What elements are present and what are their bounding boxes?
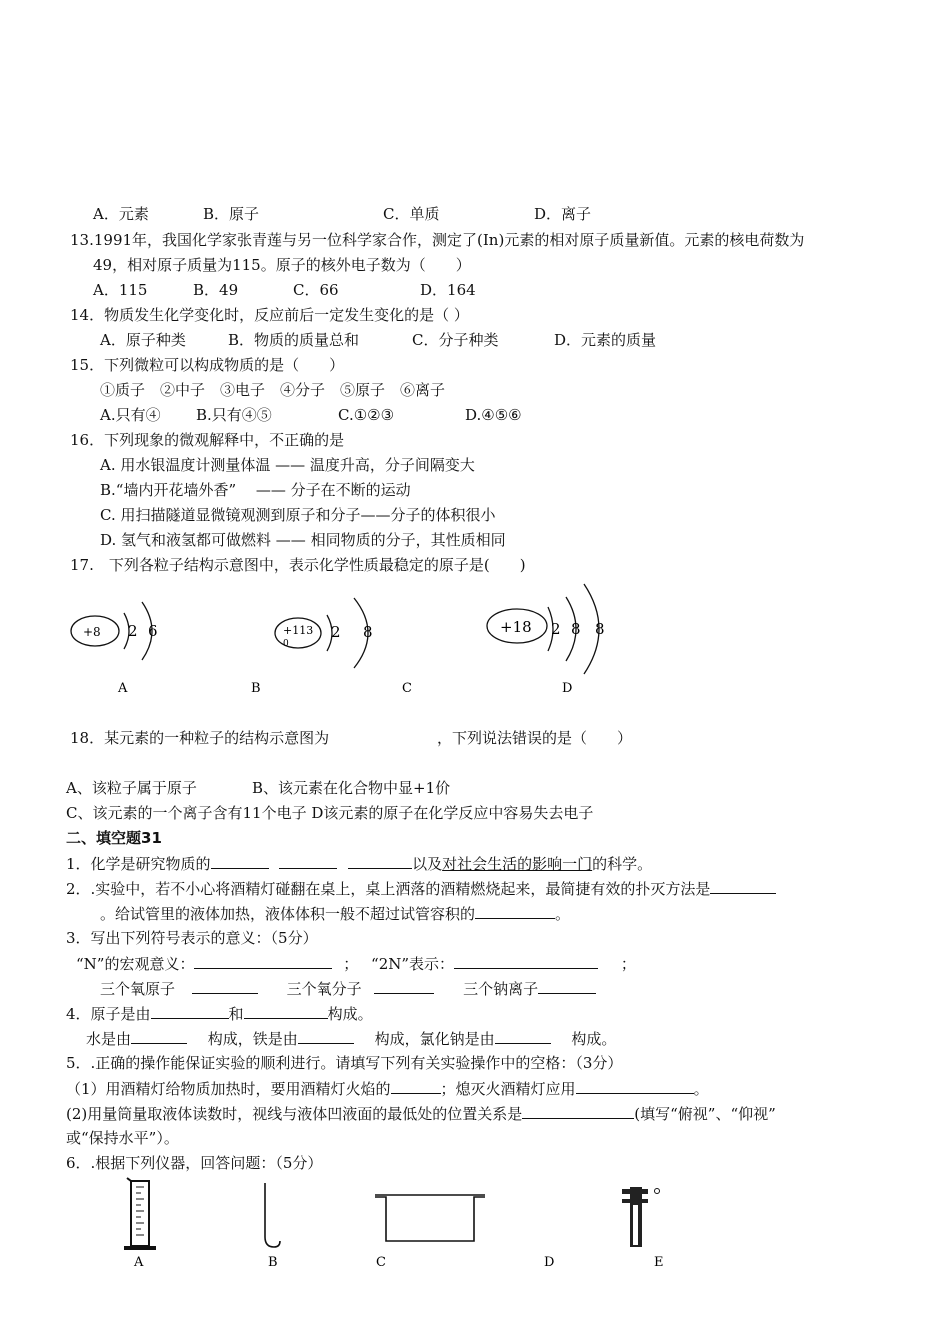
q12-option-b: B．原子 <box>203 205 260 223</box>
q15-stem: 15．下列微粒可以构成物质的是（ ） <box>70 356 345 374</box>
instrument-label-c: C <box>376 1255 386 1270</box>
fill-1-blank-1[interactable] <box>211 853 269 869</box>
fill-2-b: 。给试管里的液体加热，液体体积一般不超过试管容积的 <box>100 905 476 923</box>
q13-stem-line1: 13.1991年，我国化学家张青莲与另一位科学家合作，测定了(In)元素的相对原子质量新值。元素的核电荷数为 <box>70 231 805 249</box>
atom-diagram-a <box>71 602 158 696</box>
fill-3-line2 <box>100 978 596 999</box>
shell-b-2: 8 <box>363 623 373 641</box>
fill-3-na3: 三个钠离子 <box>463 980 539 998</box>
fill-4-blank-water[interactable] <box>131 1028 187 1044</box>
fill-3-blank-n[interactable] <box>194 953 332 969</box>
q16-option-a: A. 用水银温度计测量体温 —— 温度升高，分子间隔变大 <box>100 456 475 474</box>
lab-instruments <box>0 1175 950 1275</box>
fill-5-f: 或“保持水平”）。 <box>66 1129 179 1147</box>
fill-3-stem: 3．写出下列符号表示的意义：（5分） <box>66 929 318 947</box>
instrument-label-e: E <box>654 1255 664 1270</box>
q15-option-a: A.只有④ <box>100 406 161 424</box>
q18-option-d: D该元素的原子在化学反应中容易失去电子 <box>311 804 594 822</box>
instrument-label-a: A <box>134 1255 144 1270</box>
q13-option-b: B．49 <box>193 281 239 299</box>
nucleus-b: +113 <box>283 624 314 637</box>
shell-d-3: 8 <box>595 620 605 638</box>
fill-5-blank-3[interactable] <box>522 1103 634 1119</box>
fill-4-water: 水是由 <box>86 1030 132 1048</box>
clamp-icon <box>622 1187 664 1270</box>
fill-3-sep: ； <box>343 955 359 973</box>
shell-d-1: 2 <box>551 620 561 638</box>
spoon-icon <box>265 1183 280 1270</box>
fill-1-d: 的科学。 <box>592 855 653 873</box>
fill-5-c: 。 <box>693 1080 709 1098</box>
fill-3-2n: “2N”表示： <box>371 955 455 973</box>
label-a: A <box>118 681 128 696</box>
fill-5-blank-2[interactable] <box>576 1078 694 1094</box>
q13-stem-line2: 49，相对原子质量为115。原子的核外电子数为（ ） <box>93 256 471 274</box>
q14-option-b: B．物质的质量总和 <box>228 331 360 349</box>
shell-b-1: 2 <box>331 623 341 641</box>
fill-2-a: 2．.实验中，若不小心将酒精灯碰翻在桌上，桌上洒落的酒精燃烧起来，最简捷有效的扑灭方法是 <box>66 880 711 898</box>
instrument-label-d: D <box>544 1255 555 1270</box>
fill-4-b: 和 <box>228 1005 244 1023</box>
q12-option-a: A．元素 <box>93 205 149 223</box>
fill-5-line2 <box>66 1103 776 1124</box>
q15-option-b: B.只有④⑤ <box>196 406 272 424</box>
fill-4-blank-1[interactable] <box>151 1003 229 1019</box>
fill-4-line1 <box>66 1003 373 1024</box>
q14-option-c: C．分子种类 <box>412 331 499 349</box>
fill-4-blank-2[interactable] <box>244 1003 328 1019</box>
fill-3-line1 <box>76 953 636 974</box>
fill-5-e: (填写“俯视”、“仰视” <box>634 1105 776 1123</box>
q18-stem-b: ，下列说法错误的是（ ） <box>437 729 633 747</box>
fill-3-end: ； <box>620 955 636 973</box>
q14-stem: 14．物质发生化学变化时，反应前后一定发生变化的是（ ） <box>70 306 469 324</box>
fill-4-water-end: 构成，铁是由 <box>207 1030 298 1048</box>
q18-option-b: B、该元素在化合物中显+1价 <box>252 779 451 797</box>
shell-a-2: 6 <box>148 622 158 640</box>
fill-2-line1 <box>66 878 776 899</box>
instrument-label-b: B <box>268 1255 278 1270</box>
label-d: D <box>562 681 573 696</box>
graduated-cylinder-icon <box>124 1178 156 1270</box>
fill-6-stem: 6．.根据下列仪器，回答问题：（5分） <box>66 1154 323 1172</box>
atom-diagram-b <box>251 598 373 696</box>
shell-a-1: 2 <box>128 622 138 640</box>
q18-stem-a: 18．某元素的一种粒子的结构示意图为 <box>70 729 330 747</box>
fill-2-c: 。 <box>555 905 571 923</box>
fill-1-b: 以及 <box>412 855 443 873</box>
fill-5-line1 <box>66 1078 709 1099</box>
fill-5-b: ；熄灭火酒精灯应用 <box>440 1080 576 1098</box>
fill-4-a: 4．原子是由 <box>66 1005 151 1023</box>
label-b: B <box>251 681 261 696</box>
fill-3-n-macro: “N”的宏观意义： <box>76 955 195 973</box>
fill-2-blank-2[interactable] <box>475 903 555 919</box>
fill-4-c: 构成。 <box>327 1005 373 1023</box>
q18-option-a: A、该粒子属于原子 <box>66 779 197 797</box>
section-2-title: 二、填空题31 <box>66 829 162 847</box>
fill-4-blank-nacl[interactable] <box>495 1028 551 1044</box>
q15-items: ①质子 ②中子 ③电子 ④分子 ⑤原子 ⑥离子 <box>100 381 446 399</box>
fill-3-blank-o3[interactable] <box>192 978 258 994</box>
fill-4-nacl-end: 构成。 <box>571 1030 617 1048</box>
fill-5-blank-1[interactable] <box>391 1078 441 1094</box>
fill-3-blank-na3[interactable] <box>538 978 596 994</box>
fill-1-blank-2[interactable] <box>279 853 337 869</box>
q18-options-cd <box>66 803 593 823</box>
q15-option-d: D.④⑤⑥ <box>465 406 522 424</box>
fill-1 <box>66 853 652 874</box>
q17-atom-diagrams <box>0 580 950 700</box>
fill-5-a: （1）用酒精灯给物质加热时，要用酒精灯火焰的 <box>66 1080 391 1098</box>
fill-2-line2 <box>100 903 570 924</box>
q16-option-b: B.“墙内开花墙外香” —— 分子在不断的运动 <box>100 481 411 499</box>
label-c: C <box>402 681 412 696</box>
fill-3-blank-o3m[interactable] <box>374 978 434 994</box>
shell-d-2: 8 <box>571 620 581 638</box>
fill-3-blank-2n[interactable] <box>454 953 598 969</box>
q18-option-c: C、该元素的一个离子含有11个电子 <box>66 804 307 822</box>
fill-1-c: 对社会生活的影响一门 <box>442 855 593 873</box>
q16-option-d: D. 氢气和液氢都可做燃料 —— 相同物质的分子，其性质相同 <box>100 531 506 549</box>
fill-4-blank-iron[interactable] <box>298 1028 354 1044</box>
fill-1-blank-3[interactable] <box>348 853 412 869</box>
q16-stem: 16．下列现象的微观解释中，不正确的是 <box>70 431 345 449</box>
fill-5-d: (2)用量筒量取液体读数时，视线与液体凹液面的最低处的位置关系是 <box>66 1105 523 1123</box>
fill-4-line2 <box>86 1028 616 1049</box>
q14-option-a: A．原子种类 <box>100 331 186 349</box>
nucleus-a: +8 <box>83 625 101 639</box>
q12-option-c: C．单质 <box>383 205 440 223</box>
q13-option-c: C．66 <box>293 281 339 299</box>
nucleus-b-tail: 0 <box>283 639 289 649</box>
fill-2-blank-1[interactable] <box>710 878 776 894</box>
trough-icon <box>375 1195 485 1270</box>
q13-option-d: D．164 <box>420 281 476 299</box>
q16-option-c: C. 用扫描隧道显微镜观测到原子和分子——分子的体积很小 <box>100 506 496 524</box>
q17-stem: 17. 下列各粒子结构示意图中，表示化学性质最稳定的原子是( ) <box>70 556 526 574</box>
fill-5-stem: 5．.正确的操作能保证实验的顺利进行。请填写下列有关实验操作中的空格：（3分） <box>66 1054 623 1072</box>
atom-diagram-d <box>487 584 605 696</box>
fill-3-o3: 三个氧原子 <box>100 980 176 998</box>
q15-option-c: C.①②③ <box>338 406 395 424</box>
nucleus-d: +18 <box>500 618 532 636</box>
q13-option-a: A．115 <box>93 281 148 299</box>
fill-4-iron-end: 构成，氯化钠是由 <box>374 1030 495 1048</box>
q14-option-d: D．元素的质量 <box>554 331 657 349</box>
fill-1-a: 1．化学是研究物质的 <box>66 855 211 873</box>
fill-3-o3m: 三个氧分子 <box>286 980 362 998</box>
q12-option-d: D．离子 <box>534 205 592 223</box>
